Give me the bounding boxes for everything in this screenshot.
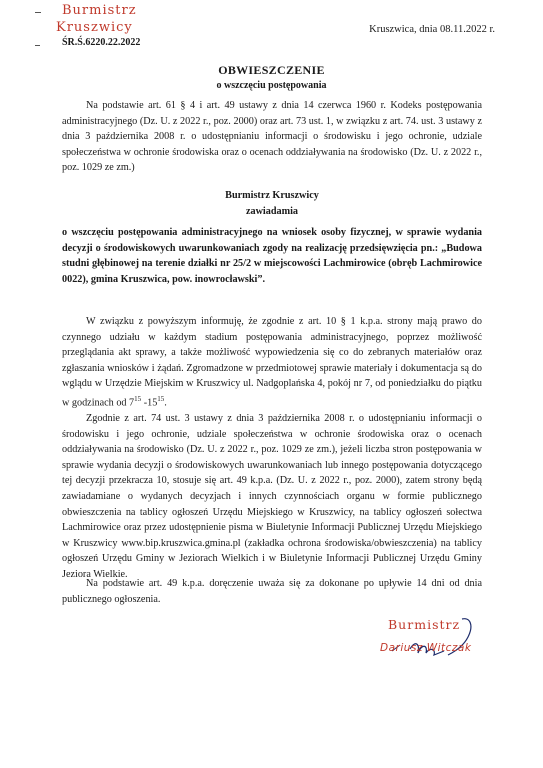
- stamp-line-2: Kruszwicy: [56, 20, 133, 35]
- margin-mark: [35, 12, 41, 13]
- signature-title: Burmistrz: [388, 617, 461, 632]
- hours-start-sup: 15: [134, 394, 142, 403]
- signature-name: Dariusz Witczak: [380, 642, 472, 654]
- document-subtitle: o wszczęciu postępowania: [216, 80, 327, 91]
- hours-end-sup: 15: [157, 394, 165, 403]
- reference-number: ŚR.Ś.6220.22.2022: [62, 37, 141, 48]
- notice-paragraph: o wszczęciu postępowania administracyjnego na wniosek osoby fizycznej, w sprawie wydania decyzji o środowiskowych uwarunkowaniach zgody na realizację przedsięwzięcia pn.: „Budowa studni głębinowej na terenie działki nr 25/2 w miejscowości Lachmirowice (obręb Lachmirowice 0022), gmina Kruszwica, pow. inowrocławski”.: [62, 227, 482, 285]
- hours-end: .: [164, 397, 167, 409]
- hours-separator: -15: [141, 397, 158, 409]
- body-paragraph-2: Zgodnie z art. 74 ust. 3 ustawy z dnia 3 października 2008 r. o udostępnianiu informacji o środowisku i jego ochronie, udziale społeczeństwa w ochronie środowiska oraz o ocenach oddziaływania na środowisko (Dz. U. z 2022 r., poz. 1029 ze zm.), jeżeli liczba stron postępowania w sprawie wydania decyzji o środowiskowych uwarunkowaniach lub innego postępowania dotyczącego tej decyzji przekracza 10, stosuje się art. 49 k.p.a. (Dz. U. z 2022 r., poz. 2000), zatem strony będą zawiadamiane o wydanych decyzjach i innych czynnościach organu w formie publicznego obwieszczenia na tablicy ogłoszeń Urzędu Miejskiego w Kruszwicy, na tablicy ogłoszeń sołectwa Lachmirowice oraz przez udostępnienie pisma w Biuletynie Informacji Publicznej Urzędu Miejskiego w Kruszwicy www.bip.kruszwica.gmina.pl (zakładka ochrona środowiska/obwieszczenia) na tablicy ogłoszeń Urzędu Gminy w Jeziorach Wielkich i w Biuletynie Informacji Publicznej Urzędu Gminy Jeziora Wielkie.: [62, 412, 482, 580]
- place-date: Kruszwica, dnia 08.11.2022 r.: [369, 24, 495, 35]
- signature-stamp: [380, 617, 471, 654]
- intro-paragraph: Na podstawie art. 61 § 4 i art. 49 ustawy z dnia 14 czerwca 1960 r. Kodeks postępowania administracyjnego (Dz. U. z 2022 r., poz. 2000) oraz art. 73 ust. 1, w związku z art. 74. ust. 3 ustawy z dnia 3 października 2008 r. o udostępnianiu informacji o środowisku i jego ochronie, udziale społeczeństwa w ochronie środowiska oraz o ocenach oddziaływania na środowisko (Dz. U. z 2022 r., poz. 1029 ze zm.): [62, 100, 482, 174]
- announcer-line-2: zawiadamia: [245, 205, 299, 217]
- margin-mark: [35, 45, 40, 46]
- body-paragraph-1: [62, 314, 482, 411]
- document-title: OBWIESZCZENIE: [218, 63, 325, 77]
- stamp-line-1: Burmistrz: [62, 3, 137, 18]
- announcer-line-1: Burmistrz Kruszwicy: [225, 190, 319, 201]
- announcer-heading: [62, 188, 482, 219]
- issuer-stamp: [56, 2, 137, 36]
- body-paragraph-3: Na podstawie art. 49 k.p.a. doręczenie uważa się za dokonane po upływie 14 dni od dnia publicznego ogłoszenia.: [62, 578, 482, 605]
- body-paragraph-1-text: W związku z powyższym informuję, że zgodnie z art. 10 § 1 k.p.a. strony mają prawo do czynnego udziału w każdym stadium postępowania administracyjnego, poprzez możliwość przeglądania akt sprawy, a także możliwość wypowiedzenia się co do zebranych materiałów oraz zgłaszania wniosków i żądań. Zgromadzone w przedmiotowej sprawie materiały i dokumentacja są do wglądu w Urzędzie Miejskim w Kruszwicy ul. Nadgoplańska 4, pokój nr 7, od poniedziałku do piątku w godzinach od 7: [62, 316, 482, 409]
- body-section: [62, 314, 482, 582]
